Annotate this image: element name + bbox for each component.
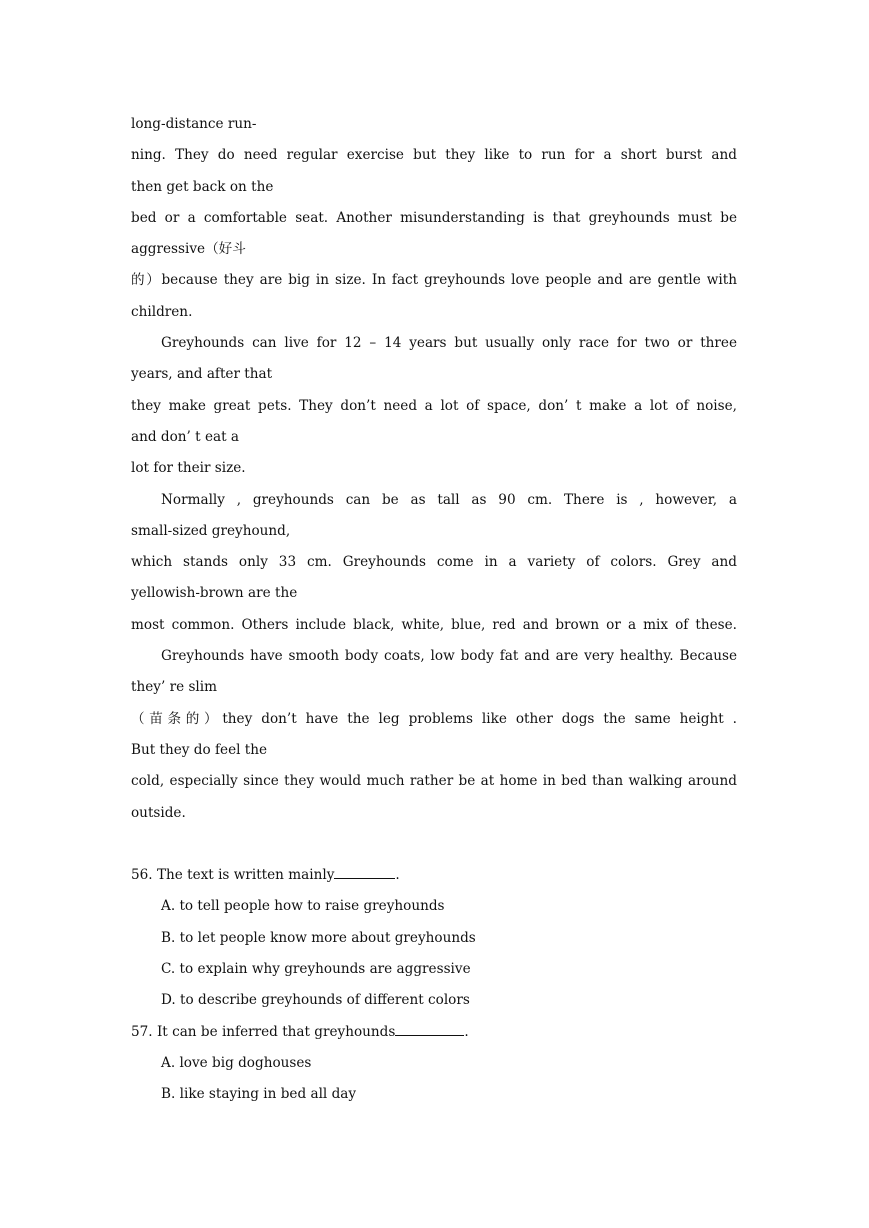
passage-line: they’ re slim (131, 679, 218, 696)
passage-line: Normally , greyhounds can be as tall as 90 cm. There is , however, a (161, 491, 737, 508)
passage-line: （苗条的）they don’t have the leg problems like other dogs the same height . (131, 710, 737, 727)
question-57 (131, 1017, 737, 1111)
option-c: C. to explain why greyhounds are aggressive (161, 961, 471, 978)
option-b: B. like staying in bed all day (161, 1086, 357, 1103)
option-a: A. to tell people how to raise greyhounds (161, 898, 445, 915)
passage (131, 109, 737, 829)
passage-line: and don’ t eat a (131, 428, 239, 445)
passage-line: small-sized greyhound, (131, 522, 291, 539)
question-stem (131, 1017, 737, 1048)
passage-line: cold, especially since they would much rather be at home in bed than walking around (131, 773, 737, 790)
passage-line: aggressive（好斗 (131, 241, 246, 258)
passage-line: Greyhounds have smooth body coats, low body fat and are very healthy. Because (161, 648, 737, 665)
option-b: B. to let people know more about greyhounds (161, 929, 476, 946)
passage-line: ning. They do need regular exercise but they like to run for a short burst and (131, 147, 737, 164)
passage-line: But they do feel the (131, 741, 268, 758)
passage-line: long-distance run- (131, 116, 257, 132)
passage-line: yellowish-brown are the (131, 585, 298, 602)
passage-line: they make great pets. They don’t need a lot of space, don’ t make a lot of noise, (131, 397, 737, 414)
passage-line: Greyhounds can live for 12 – 14 years but usually only race for two or three (161, 335, 737, 352)
answer-blank (395, 1023, 464, 1036)
option-d: D. to describe greyhounds of different colors (161, 992, 470, 1009)
blank-gap (131, 829, 737, 860)
question-stem-text: 56. The text is written mainly (131, 867, 335, 884)
passage-line: which stands only 33 cm. Greyhounds come in a variety of colors. Grey and (131, 554, 737, 571)
question-stem (131, 860, 737, 891)
passage-line: lot for their size. (131, 460, 246, 477)
question-stem-end: . (395, 867, 400, 884)
option-a: A. love big doghouses (161, 1054, 312, 1071)
question-stem-end: . (464, 1023, 469, 1040)
question-56 (131, 860, 737, 1016)
document-page (131, 109, 737, 1111)
question-stem-text: 57. It can be inferred that greyhounds (131, 1023, 396, 1040)
passage-line: years, and after that (131, 366, 273, 383)
passage-line: then get back on the (131, 178, 274, 195)
passage-line: children. (131, 303, 193, 320)
passage-line: most common. Others include black, white, blue, red and brown or a mix of these. (131, 616, 737, 633)
passage-line: bed or a comfortable seat. Another misunderstanding is that greyhounds must be (131, 209, 737, 226)
answer-blank (334, 866, 395, 879)
passage-line: 的）because they are big in size. In fact greyhounds love people and are gentle with (131, 272, 737, 289)
passage-line: outside. (131, 804, 186, 821)
